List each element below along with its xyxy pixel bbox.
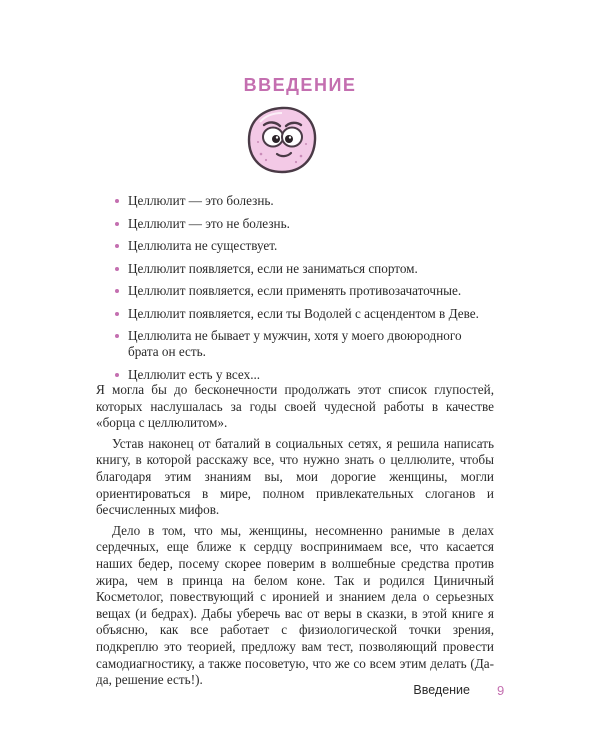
- list-item: Целлюлит появляется, если ты Водолей с асцендентом в Деве.: [112, 306, 492, 322]
- running-footer-section: Введение: [413, 683, 470, 697]
- bullet-dot-icon: [115, 267, 119, 271]
- list-item: Целлюлита не бывает у мужчин, хотя у моего двоюродного брата он есть.: [112, 328, 492, 360]
- list-item: Целлюлита не существует.: [112, 238, 492, 254]
- bullet-dot-icon: [115, 289, 119, 293]
- bullet-dot-icon: [115, 199, 119, 203]
- paragraph: Дело в том, что мы, женщины, несомненно ранимые в делах сердечных, еще ближе к сердцу воспринимаем все, что касается наших бедер, посему скорее поверим в волшебные средства против жира, чем в принца на белом коне. Так и родился Циничный Косметолог, повествующий с иронией и знанием дела о серьезных вещах (и бедрах). Дабы уберечь вас от веры в сказки, в этой книге я объясню, как все работает с физиологической точки зрения, подкреплю это теорией, предложу вам тест, позволяющий провести самодиагностику, а также посоветую, что же со всем этим делать (Да-да, решение есть!).: [96, 522, 494, 688]
- bullet-dot-icon: [115, 312, 119, 316]
- bullet-dot-icon: [115, 373, 119, 377]
- paragraph: Я могла бы до бесконечности продолжать этот список глупостей, которых наслушалась за годы своей чудесной работы в качестве «борца с целлюлитом».: [96, 382, 494, 431]
- cellulite-blob-mascot-icon: [244, 104, 320, 176]
- chapter-title: ВВЕДЕНИЕ: [243, 75, 357, 95]
- page-number: 9: [497, 683, 505, 698]
- list-item: Целлюлит появляется, если применять противозачаточные.: [112, 283, 492, 299]
- list-item: Целлюлит — это болезнь.: [112, 193, 492, 209]
- bullet-dot-icon: [115, 244, 119, 248]
- list-item: Целлюлит появляется, если не заниматься спортом.: [112, 261, 492, 277]
- myth-list: [112, 193, 492, 389]
- list-item: Целлюлит — это не болезнь.: [112, 216, 492, 232]
- body-text: [96, 382, 494, 689]
- bullet-dot-icon: [115, 334, 119, 338]
- page-footer: [0, 683, 600, 703]
- bullet-dot-icon: [115, 222, 119, 226]
- paragraph: Устав наконец от баталий в социальных сетях, я решила написать книгу, в которой расскажу все, что нужно знать о целлюлите, чтобы благодаря этим знаниям вы, мои дорогие женщины, могли ориентироваться в мире, полном привлекательных слоганов и бесчисленных мифов.: [96, 435, 494, 518]
- list-item: Целлюлит есть у всех...: [112, 367, 492, 383]
